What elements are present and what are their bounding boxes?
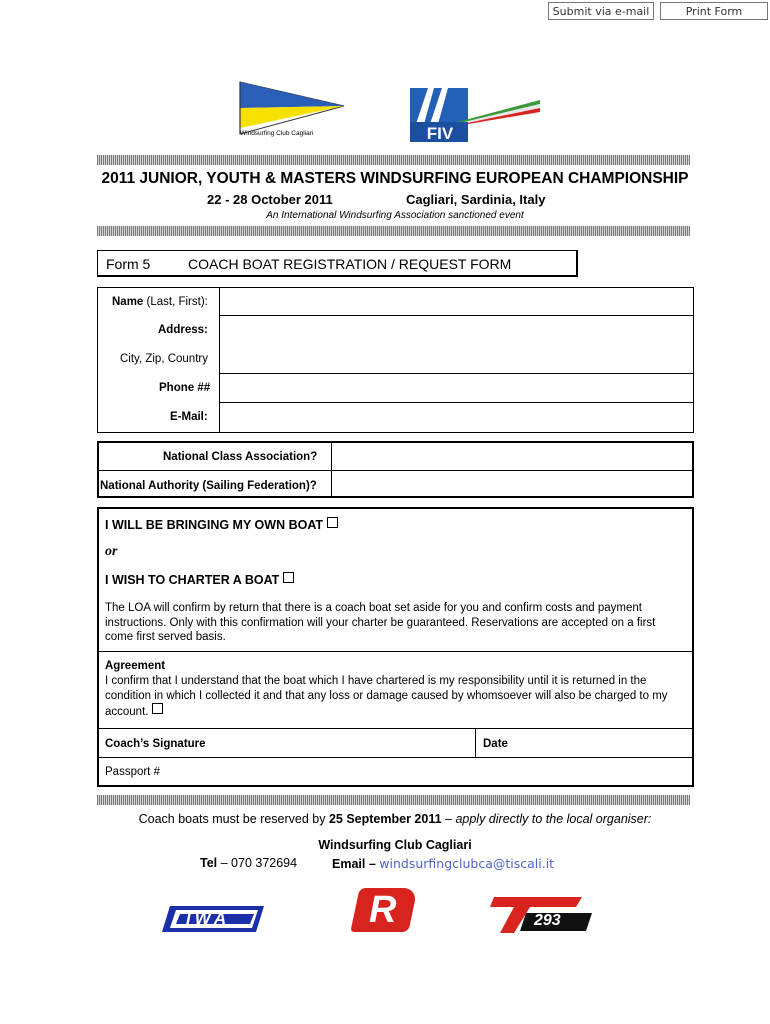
city-label: City, Zip, Country <box>120 353 208 365</box>
club-logo <box>232 78 352 143</box>
event-title: 2011 JUNIOR, YOUTH & MASTERS WINDSURFING EUROPEAN CHAMPIONSHIP <box>101 170 689 187</box>
print-form-button[interactable]: Print Form <box>660 2 768 20</box>
form-number: Form 5 <box>106 256 151 272</box>
club-flag-icon <box>232 78 352 138</box>
event-dates: 22 - 28 October 2011 <box>207 192 333 207</box>
agreement-checkbox[interactable] <box>152 703 163 714</box>
address-input[interactable] <box>220 316 694 373</box>
nca-input[interactable] <box>332 443 692 470</box>
naf-input[interactable] <box>332 471 692 497</box>
form-title: COACH BOAT REGISTRATION / REQUEST FORM <box>188 256 512 272</box>
email-link[interactable]: windsurfingclubca@tiscali.it <box>379 856 555 871</box>
date-input[interactable] <box>520 729 692 756</box>
divider-stripe <box>97 155 690 165</box>
reserve-notice: Coach boats must be reserved by 25 September 2011 – apply directly to the local organiser: <box>138 812 652 826</box>
fiv-logo <box>410 84 540 144</box>
name-input[interactable] <box>220 288 694 315</box>
agreement-text: I confirm that I understand that the boat which I have chartered is my responsibility until it is returned in the condition in which I collected it and that any loss or damage caused by whomsoever will also be charged to my account. <box>105 675 668 718</box>
club-email: Email – windsurfingclubca@tiscali.it <box>332 856 555 871</box>
nca-label: National Class Association? <box>163 451 318 463</box>
loa-text: The LOA will confirm by return that there is a coach boat set aside for you and confirm costs and payment instructions. Only with this confirmation will your charter be guaranteed. Reservations are accepted on a first come first served basis. <box>105 602 656 643</box>
coach-signature-label: Coach’s Signature <box>105 738 206 750</box>
iwa-text: IWA <box>186 909 231 928</box>
iwa-logo <box>160 902 268 936</box>
naf-label: National Authority (Sailing Federation)? <box>100 480 317 492</box>
email-label: E-Mail: <box>170 411 208 423</box>
form-title-box <box>97 250 578 277</box>
or-text: or <box>105 544 118 559</box>
email-input[interactable] <box>220 403 694 433</box>
divider-stripe <box>97 226 690 236</box>
event-subtitle: An International Windsurfing Association sanctioned event <box>266 210 524 221</box>
address-label: Address: <box>158 324 208 336</box>
agreement-heading: Agreement <box>105 660 166 672</box>
phone-label: Phone ## <box>159 382 211 394</box>
name-label: Name (Last, First): <box>112 296 208 308</box>
phone-input[interactable] <box>220 374 694 402</box>
passport-input[interactable] <box>170 758 692 785</box>
own-boat-label: I WILL BE BRINGING MY OWN BOAT <box>105 517 338 532</box>
club-caption: Windsurfing Club Cagliari <box>240 130 314 137</box>
r-text: R <box>369 889 397 931</box>
fiv-text: FIV <box>426 124 454 143</box>
club-name: Windsurfing Club Cagliari <box>318 838 472 852</box>
charter-boat-label: I WISH TO CHARTER A BOAT <box>105 572 294 587</box>
date-label: Date <box>483 738 508 750</box>
t293-text: 293 <box>534 912 561 929</box>
charter-boat-checkbox[interactable] <box>283 572 294 583</box>
event-location: Cagliari, Sardinia, Italy <box>406 192 546 207</box>
r-logo <box>355 888 415 932</box>
submit-email-button[interactable]: Submit via e-mail <box>548 2 654 20</box>
passport-label: Passport # <box>105 766 160 778</box>
own-boat-checkbox[interactable] <box>327 517 338 528</box>
divider-stripe <box>97 795 690 805</box>
coach-signature-input[interactable] <box>230 729 474 756</box>
t293-logo <box>490 895 595 935</box>
club-phone: Tel – 070 372694 <box>200 856 298 870</box>
